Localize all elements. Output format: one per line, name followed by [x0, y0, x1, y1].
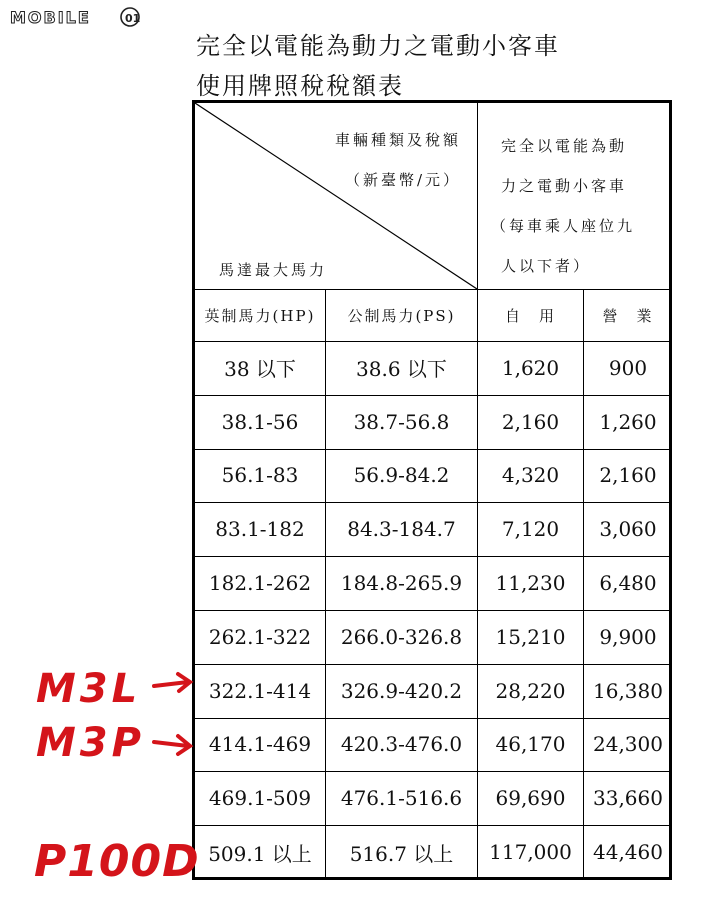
cell-ps: 84.3-184.7	[347, 517, 456, 542]
logo-text: MOBILE	[10, 8, 91, 27]
page-title-line1: 完全以電能為動力之電動小客車	[196, 32, 560, 60]
cell-business: 33,660	[593, 786, 663, 811]
cell-hp: 469.1-509	[208, 786, 312, 811]
cell-business: 16,380	[593, 678, 663, 703]
annotation-m3p	[36, 718, 196, 766]
cell-hp: 509.1 以上	[208, 841, 312, 866]
cell-ps: 38.6 以下	[356, 357, 447, 382]
cell-private: 4,320	[501, 463, 560, 488]
annotation-m3l	[36, 664, 196, 712]
cell-hp: 262.1-322	[208, 624, 312, 649]
page-title-line2: 使用牌照稅稅額表	[196, 72, 404, 100]
cell-hp: 182.1-262	[208, 571, 312, 596]
cell-ps: 516.7 以上	[349, 841, 454, 866]
column-header-hp: 英制馬力(HP)	[204, 306, 316, 325]
cell-business: 6,480	[599, 571, 657, 596]
annotation-p100d	[34, 824, 200, 888]
header-vehicle-line: 完全以電能為動	[501, 137, 628, 155]
header-vehicle-type-label: 車輛種類及稅額	[335, 131, 462, 149]
cell-business: 2,160	[599, 463, 657, 488]
cell-business: 900	[608, 355, 648, 380]
column-header-private: 自 用	[504, 306, 556, 325]
cell-business: 44,460	[593, 840, 663, 865]
cell-ps: 326.9-420.2	[340, 678, 463, 703]
cell-ps: 266.0-326.8	[340, 624, 463, 649]
cell-business: 3,060	[599, 517, 657, 542]
header-vehicle-line: （每車乘人座位九	[491, 217, 636, 235]
cell-hp: 38.1-56	[221, 409, 299, 434]
cell-private: 69,690	[495, 786, 566, 811]
cell-business: 9,900	[599, 624, 657, 649]
cell-business: 24,300	[593, 732, 663, 757]
cell-private: 1,620	[501, 355, 560, 380]
cell-private: 28,220	[495, 678, 566, 703]
header-motor-power-label: 馬達最大馬力	[219, 261, 328, 279]
cell-ps: 420.3-476.0	[340, 732, 463, 757]
cell-private: 7,120	[501, 517, 560, 542]
cell-private: 117,000	[489, 840, 572, 865]
mobile01-logo	[8, 4, 148, 30]
column-header-ps: 公制馬力(PS)	[347, 306, 456, 325]
cell-hp: 83.1-182	[215, 517, 305, 542]
column-header-business: 營 業	[602, 306, 654, 325]
svg-text:01: 01	[125, 12, 141, 25]
cell-hp: 322.1-414	[208, 678, 312, 703]
header-vehicle-line: 力之電動小客車	[501, 177, 628, 195]
cell-private: 15,210	[495, 624, 566, 649]
cell-ps: 38.7-56.8	[353, 409, 450, 434]
annotation-text: M3P	[36, 720, 145, 766]
cell-private: 11,230	[495, 571, 566, 596]
cell-hp: 56.1-83	[221, 463, 299, 488]
cell-private: 2,160	[501, 409, 560, 434]
cell-private: 46,170	[495, 732, 566, 757]
header-vehicle-line: 人以下者）	[501, 257, 592, 275]
cell-ps: 56.9-84.2	[353, 463, 450, 488]
annotation-text: P100D	[34, 836, 200, 887]
cell-hp: 38 以下	[224, 357, 296, 382]
cell-ps: 476.1-516.6	[340, 786, 463, 811]
cell-business: 1,260	[599, 409, 657, 434]
annotation-text: M3L	[36, 666, 142, 712]
cell-ps: 184.8-265.9	[340, 571, 463, 596]
header-currency-label: （新臺幣/元）	[345, 171, 462, 189]
cell-hp: 414.1-469	[208, 732, 312, 757]
tax-table	[192, 100, 672, 880]
